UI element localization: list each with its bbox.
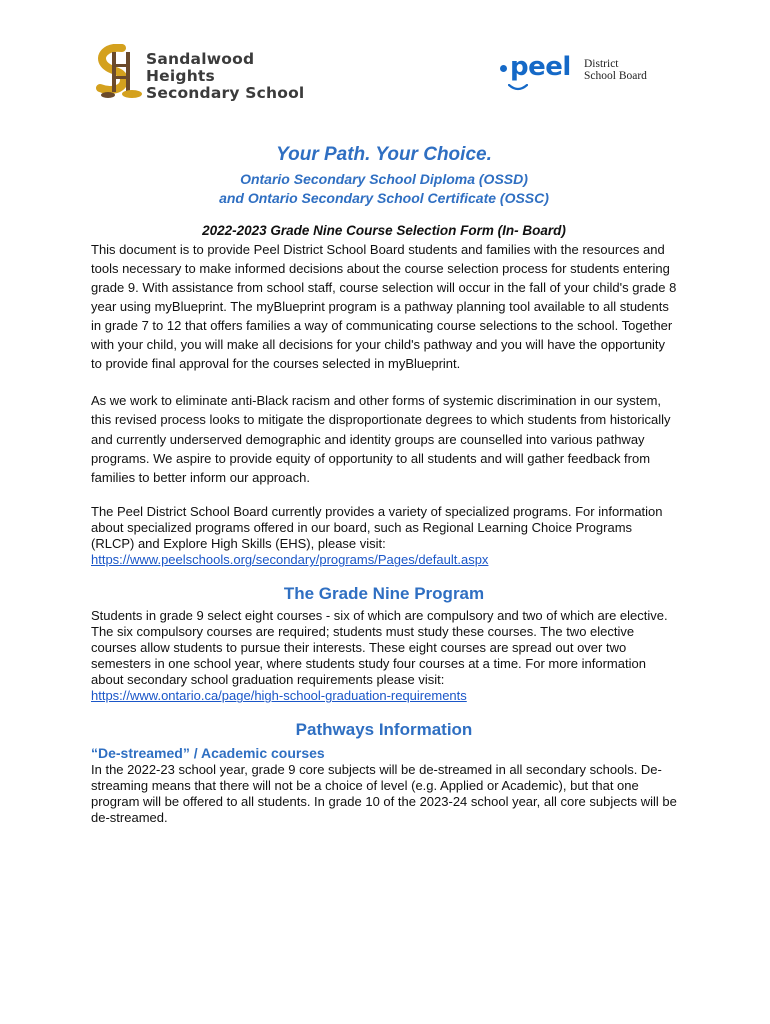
equity-paragraph: As we work to eliminate anti-Black racism and other forms of systemic discrimination in our system, this revised process looks to mitigate the disproportionate degrees to which students from historically and currently underserved demographic and identity groups are counselled into various pathway programs. We aspire to provide equity of opportunity to all students and will gather feedback from families to better inform our approach. <box>91 393 671 486</box>
graduation-requirements-link[interactable]: https://www.ontario.ca/page/high-school-graduation-requirements <box>91 688 467 704</box>
destreamed-paragraph: In the 2022-23 school year, grade 9 core subjects will be de-streamed in all secondary schools. De-streaming means that there will not be a choice of level (e.g. Applied or Academic), but that one program will be offered to all students. In grade 10 of the 2023-24 school year, all core subjects will be de-streamed. <box>91 762 677 826</box>
school-name <box>146 51 322 102</box>
pathways-heading: Pathways Information <box>295 720 473 740</box>
school-crest-icon <box>92 44 148 100</box>
peel-dot-icon <box>500 65 507 72</box>
board-name <box>584 58 647 82</box>
school-logo <box>92 44 322 100</box>
programs-paragraph <box>91 504 677 568</box>
destreamed-heading: “De-streamed” / Academic courses <box>91 745 325 762</box>
board-logo <box>500 52 660 96</box>
form-title: 2022-2023 Grade Nine Course Selection Form (In- Board) <box>202 223 566 238</box>
programs-text: The Peel District School Board currently provides a variety of specialized programs. For information about specialized programs offered in our board, such as Regional Learning Choice Programs (RLCP) and Explore High Skills (EHS), please visit: <box>91 504 663 552</box>
programs-link[interactable]: https://www.peelschools.org/secondary/programs/Pages/default.aspx <box>91 552 489 568</box>
grade-nine-heading: The Grade Nine Program <box>283 584 485 604</box>
board-name-line1: District <box>584 58 619 70</box>
grade-nine-paragraph <box>91 608 677 704</box>
school-name-line2: Secondary School <box>146 84 305 102</box>
page-header <box>0 0 770 120</box>
grade-nine-text: Students in grade 9 select eight courses - six of which are compulsory and two of which are elective. The six compulsory courses are required; students must study these courses. The two elective courses allow students to pursue their interests. These eight courses are spread out over two semesters in one school year, where students study four courses at a time. For more information about secondary school graduation requirements please visit: <box>91 608 668 688</box>
board-name-line2: School Board <box>584 70 647 82</box>
document-subtitle-line1: Ontario Secondary School Diploma (OSSD) <box>240 171 528 187</box>
peel-smile-icon <box>508 84 528 92</box>
school-name-line1: Sandalwood Heights <box>146 50 255 85</box>
intro-paragraph: This document is to provide Peel District School Board students and families with the resources and tools necessary to make informed decisions about the course selection process for students entering grade 9. With assistance from school staff, course selection will occur in the fall of your child's grade 8 year using myBlueprint. The myBlueprint program is a pathway planning tool available to all students in grade 7 to 12 that offers families a way of communicating course selections to the school. Together with your child, you will make all decisions for your child's pathway and you will have the opportunity to provide final approval for the courses selected in myBlueprint. <box>91 242 677 371</box>
document-subtitle-line2: and Ontario Secondary School Certificate (OSSC) <box>219 190 549 206</box>
document-title: Your Path. Your Choice. <box>276 144 492 165</box>
document-body <box>91 140 677 826</box>
peel-wordmark: peel <box>510 52 571 82</box>
